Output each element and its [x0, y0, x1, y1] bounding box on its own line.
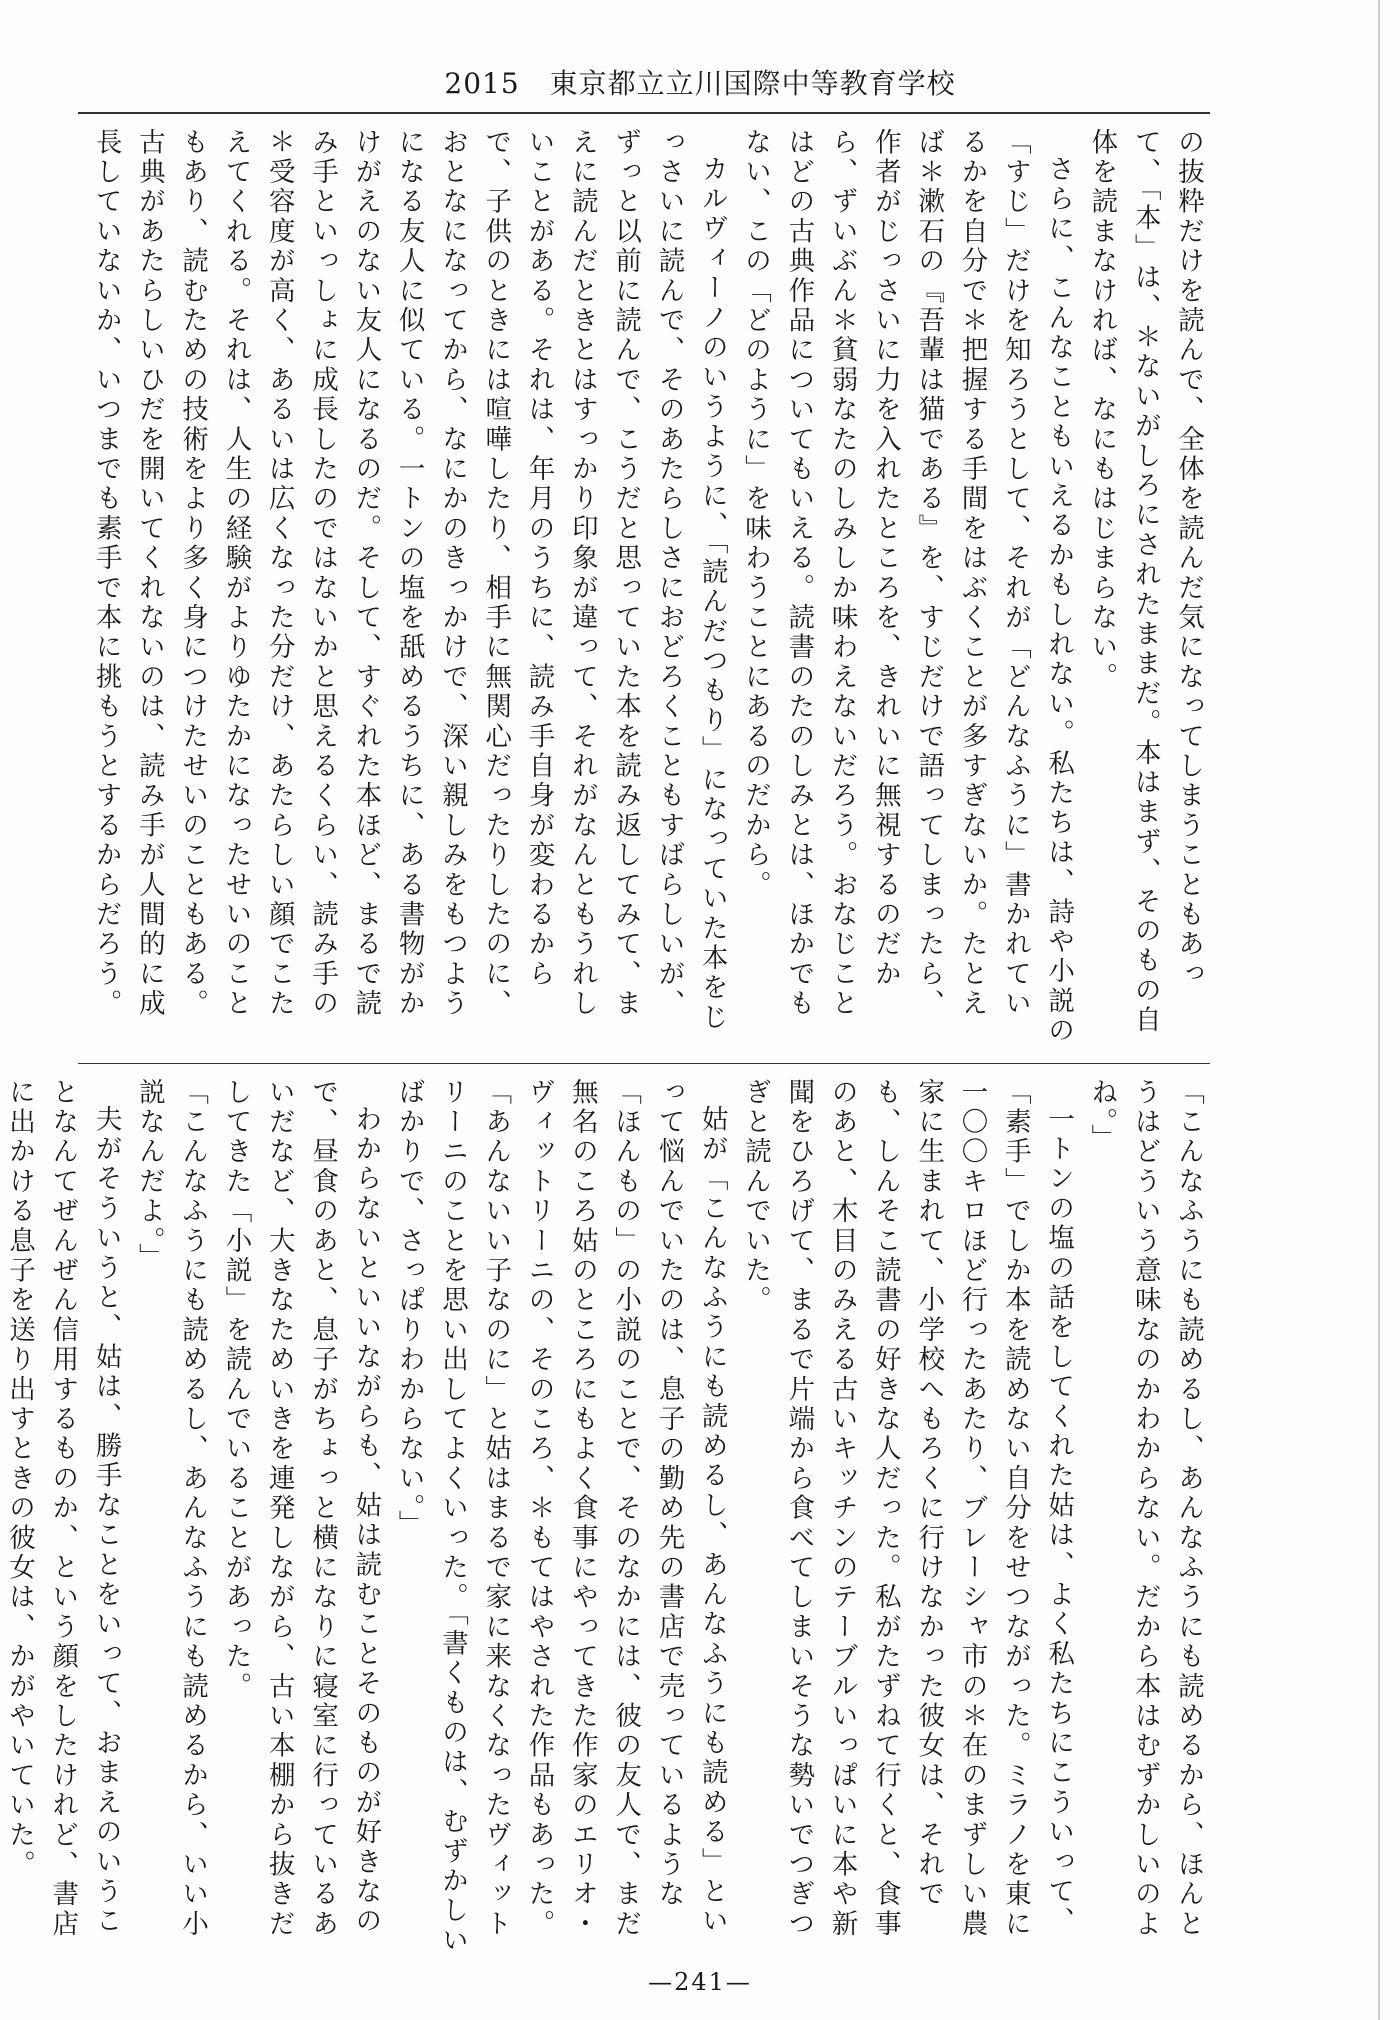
section-divider	[78, 1063, 1210, 1064]
header-rule	[78, 112, 1210, 114]
top-paragraph-2: さらに、こんなこともいえるかもしれない。私たちは、詩や小説の「すじ」だけを知ろうとして、それが「どんなふうに」書かれているかを自分で＊把握する手間をはぶくことが多すぎないか。たとえば＊漱石の『吾輩は猫である』を、すじだけで語ってしまったら、作者がじっさいに力を入れたところを、きれいに無視するのだから、ずいぶん＊貧弱なたのしみしか味わえないだろう。おなじことはどの古典作品についてもいえる。読書のたのしみとは、ほかでもない、この「どのように」を味わうことにあるのだから。	[740, 128, 1075, 1046]
top-text-block	[78, 128, 1210, 1048]
bottom-text-block	[3, 1078, 1210, 1958]
exam-year: 2015	[444, 67, 520, 100]
page-header	[0, 62, 1400, 102]
top-paragraph-1: の抜粋だけを読んで、全体を読んだ気になってしまうこともあって、「本」は、＊ないがしろにされたままだ。本はまず、そのもの自体を読まなければ、なにもはじまらない。	[1086, 128, 1204, 1036]
bottom-paragraph-3: 姑が「こんなふうにも読めるし、あんなふうにも読める」といって悩んでいたのは、息子の勤め先の書店で売っているような「ほんもの」の小説のことで、そのなかには、彼の友人で、まだ無名のころ姑のところにもよく食事にやってきた作家のエリオ・ヴィットリーニの、そのころ、＊もてはやされた作品もあった。「あんないい子なのに」と姑はまるで家に来なくなったヴィットリーニのことを思い出してよくいった。「書くものは、むずかしいばかりで、さっぱりわからない。」	[393, 1078, 728, 1956]
bottom-paragraph-5: 「こんなふうにも読めるし、あんなふうにも読めるから、いい小説なんだよ。」	[133, 1078, 209, 1940]
bottom-paragraph-2: 一トンの塩の話をしてくれた姑は、よく私たちにこういって、「素手」でしか本を読めない自分をせつながった。ミラノを東に一〇〇キロほど行ったあたり、ブレーシャ市の＊在のまずしい農家に生まれて、小学校へもろくに行けなかった彼女は、それでも、しんそこ読書の好きな人だった。私がたずねて行くと、食事のあと、木目のみえる古いキッチンのテーブルいっぱいに本や新聞をひろげて、まるで片端から食べてしまいそうな勢いでつぎつぎと読んでいた。	[740, 1078, 1075, 1940]
top-vertical-text	[78, 128, 1210, 1048]
school-name: 東京都立立川国際中等教育学校	[549, 67, 956, 100]
top-paragraph-3: カルヴィーノのいうように、「読んだつもり」になっていた本をじっさいに読んで、そのあたらしさにおどろくこともすばらしいが、ずっと以前に読んで、こうだと思っていた本を読み返してみて、まえに読んだときとはすっかり印象が違って、それがなんともうれしいことがある。それは、年月のうちに、読み手自身が変わるからで、子供のときには喧嘩したり、相手に無関心だったりしたのに、おとなになってから、なにかのきっかけで、深い親しみをもつようになる友人に似ている。一トンの塩を舐めるうちに、ある書物がかけがえのない友人になるのだ。そして、すぐれた本ほど、まるで読み手といっしょに成長したのではないかと思えるくらい、読み手の＊受容度が高く、あるいは広くなった分だけ、あたらしい顔でこたえてくれる。それは、人生の経験がよりゆたかになったせいのこともあり、読むための技術をより多く身につけたせいのこともある。古典があたらしいひだを開いてくれないのは、読み手が人間的に成長していないか、いつまでも素手で本に挑もうとするからだろう。	[90, 128, 728, 1033]
bottom-paragraph-6: 夫がそういうと、姑は、勝手なことをいって、おまえのいうことなんてぜんぜん信用するものか、という顔をしたけれど、書店に出かける息子を送り出すときの彼女は、かがやいていた。	[3, 1078, 122, 1940]
page-number: —241—	[648, 1968, 752, 1996]
bottom-vertical-text	[3, 1078, 1210, 1958]
bottom-paragraph-1: 「こんなふうにも読めるし、あんなふうにも読めるから、ほんとうはどういう意味なのかわからない。だから本はむずかしいのよね。」	[1086, 1078, 1204, 1940]
page-edge-line	[1378, 0, 1380, 2020]
bottom-paragraph-4: わからないといいながらも、姑は読むことそのものが好きなので、昼食のあと、息子がちょっと横になりに寝室に行っているあいだなど、大きなためいきを連発しながら、古い本棚から抜きだしてきた「小説」を読んでいることがあった。	[220, 1078, 382, 1940]
